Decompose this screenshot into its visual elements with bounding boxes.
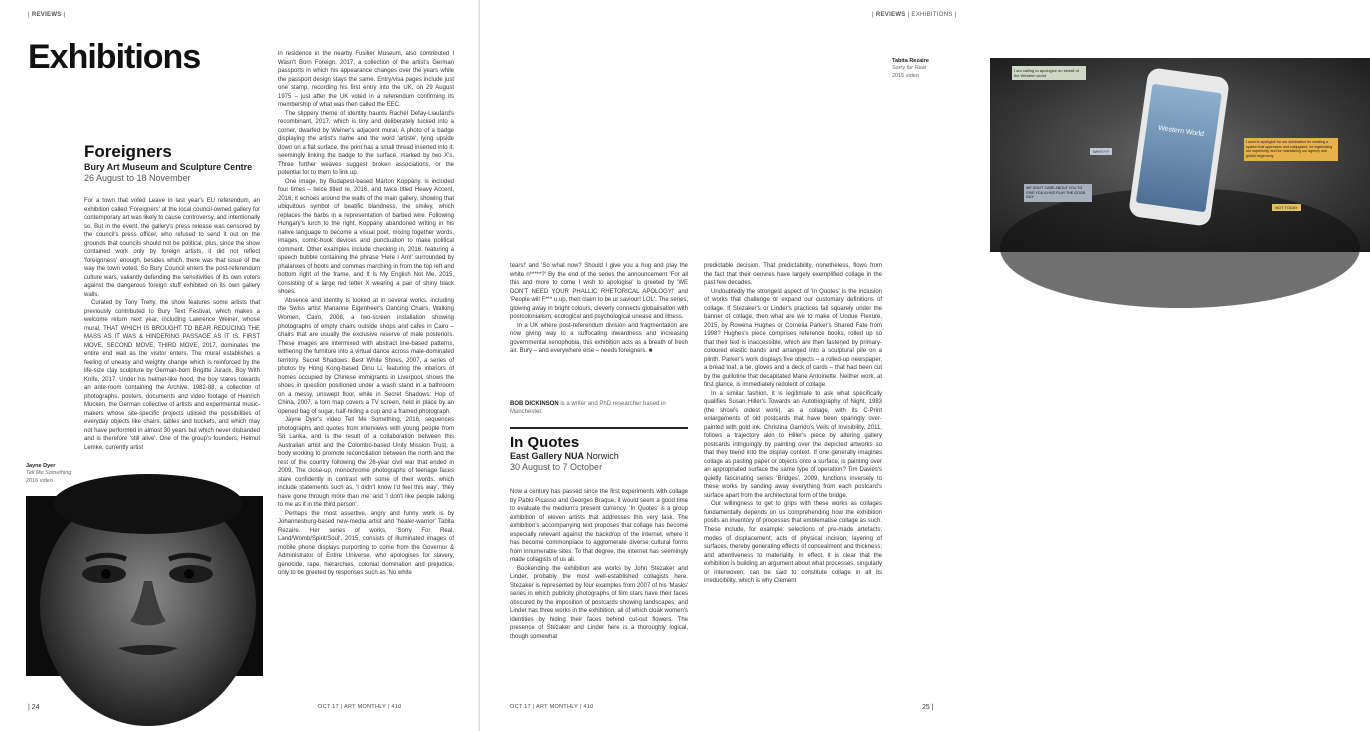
phone-bubble-top-left: I am calling to apologize on behalf of the Western world: [1012, 66, 1086, 80]
review2-column-1: [510, 488, 688, 706]
author-name: BOB DICKINSON: [510, 401, 559, 407]
paragraph: Undoubtedly the strongest aspect of 'In Quotes' is the inclusion of works that challenge or expand our customary definitions of collage. If Stezaker's or Linder's practices fall squarely under the banner of collage, then what are we to make of Undue Flexure, 2015, by Rowena Hughes or Cornelia Parker's Shared Fate from 1998? Hughes's piece comprises reference books, rolled up so that their text is inaccessible, which are then fastened by primary-coloured elastic bands and arranged into a sculptural pile on a plinth. Parker's work displays five objects – a rolled-up newspaper, a bread loaf, a tie, gloves and a deck of cards – that had been cut by the guillotine that decapitated Marie Antoinette. Neither work, at first glance, is immediately redolent of collage.: [704, 288, 882, 389]
caption-phone: [892, 58, 948, 80]
caption-phone-meta: 2015 video: [892, 72, 919, 79]
paragraph: predictable decision. That predictability, nonetheless, flows from the fact that their oeuvres have largely exemplified collage in the past few decades.: [704, 263, 882, 287]
paragraph: in residence in the nearby Fusilier Museum, also contributed I Wasn't Born Foreign, 2017, a collection of the artist's German passports in which his appearance changes over the years while the passport design stays the same. Entry/visa pages include just one stamp, recording his first entry into the UK, on 29 August 1975 – just after the UK voted in a referendum confirming its membership of what was then called the EEC.: [278, 51, 454, 109]
paragraph: tears!' and 'So what now? Should I give you a hug and play the white n*****?' By the end of the series the announcement 'For all this and more to come I wish to apologise' is greeted by 'WE DON'T NEED YOUR PHALLIC RHETORICAL APOLOGY!' and 'People will F*** u up, then claim to be ur saviour! LOL'. The series, glowing away in bright colours, cleverly connects globalisation with postcolonialism, ecological and psychological unease and illness.: [510, 263, 688, 321]
caption-face-artist: Jayne Dyer: [26, 463, 56, 469]
magazine-footer-right: OCT 17 | ART MONTHLY | 410: [510, 704, 594, 710]
phone-screen-title: Western World: [1157, 124, 1205, 139]
paragraph: Our willingness to get to grips with these works as collages fundamentally depends on us comprehending how the exhibition posits an inventory of processes that emblematise collage as such. These include, for example: selections of pre-made artefacts; modes of displacement; acts of physical incision; layering of surfaces, thereby generating effects of concealment and thickness; and attentiveness to materiality. In effect, it is clear that the exhibition is building an argument about what processes, singularly or interwoven, can be said to constitute collage in all its irreducibility, which is why Clement: [704, 501, 882, 585]
paragraph: Now a century has passed since the first experiments with collage by Pablo Picasso and Georges Braque, it would seem a good time to evaluate the medium's present currency. 'In Quotes' is a group exhibition of eleven artists that addresses this very task. The exhibition's accompanying text proposes that collage has become especially relevant against the backdrop of the internet, where it has become commonplace to agglomerate diverse cultural forms from innumerable sites. To that degree, the internet has seemingly made collagists of us all.: [510, 489, 688, 564]
caption-face: [26, 463, 78, 485]
phone-tag-why: WHY???: [1090, 148, 1112, 155]
review2-heading: In Quotes: [510, 434, 580, 451]
caption-phone-title: Sorry for Real: [892, 65, 926, 72]
caption-face-meta: 2016 video: [26, 477, 53, 484]
page-title: Exhibitions: [28, 38, 201, 76]
review2-header: [510, 434, 688, 472]
running-head-left: | REVIEWS |: [28, 12, 66, 18]
paragraph: Perhaps the most assertive, angry and funny work is by Johannesburg-based new-media artist and 'healer-warrior' Tabita Rezaire. Her series of works, 'Sorry For Real, Land/Womb/Spirit/Soul', 2015, consists of illuminated images of mobile phone displays purporting to come from the Governor & Administrator of Entire Universe, who apologises for slavery, genocide, rape, hierarchies, colonial domination and prejudice, only to be greeted by responses such as 'No white: [278, 510, 454, 577]
phone-bubble-right: I want to apologize for our domination for creating a system that oppresses and subjugates, for legitimizing our superiority, and for maintaining our agency and global hegemony: [1244, 138, 1338, 161]
paragraph: Curated by Tony Trehy, the show features some artists that previously contributed to Bury Text Festival, which makes a welcome return next year, including Lawrence Weiner, whose mural, THAT WHICH IS BROUGHT TO BEAR REDUCING THE MASS AS IT WAS & HINDERING PASSAGE AS IT IS, FIRST MOVE, SECOND MOVE, THIRD MOVE, 2017, dominates the entire end wall as the visitor enters. The mural establishes a feeling of uneasy and weighty change which is reinforced by the life-size clay sculpture by German-born Brigitte Jurack, Boy With Knife, 2017. Under his helmet-like hood, the boy stares towards an ante-room containing the Archive, 1982-88, a collection of photographs, posters, documents and video footage of Heinrich Mucken, the German collective of artists and experimental music-makers whose site-specific projects utilised the possibilities of everyday objects like chairs, tables and buckets, and which may not have performed in almost 30 years but which never disbanded and is therefore 'still alive'. One of the group's founders, Helmut Lemke, currently artist: [84, 300, 260, 451]
portrait-photo: [26, 496, 263, 676]
right-page: [480, 0, 1333, 731]
review1-dates: 26 August to 18 November: [84, 173, 191, 183]
review1-heading: Foreigners: [84, 142, 172, 161]
paragraph: Bookending the exhibition are works by John Stezaker and Linder, probably the most well-established collagists here. Stezaker is represented by four examples from 2007 of his 'Masks' series in which publicity photographs of film stars have their faces obscured by the imposition of postcards showing landscapes; and Linder has three works in the exhibition, all of which cloak women's identities by hiding their faces behind cut-out flowers. The presence of Stezaker and Linder here is a thoroughly logical, though somewhat: [510, 565, 688, 640]
caption-phone-artist: Tabita Rezaire: [892, 58, 929, 64]
review2-venue-city: Norwich: [586, 451, 619, 461]
phone-bubble-bottom-left: WE DON'T CARE ABOUT YOU TO GIVE YOU A HUG PLAY THE GOOD GUY: [1024, 184, 1092, 202]
paragraph: Jayne Dyer's video Tell Me Something, 2016, sequences photographs and quotes from interviews with young people from Sri Lanka, and is the result of a collaboration between this Australian artist and the Colombo-based Unity Mission Trust, a body working to promote reconciliation between the north and the rest of the country following the 26-year civil war that ended in 2009. The close-up, monochrome photographs of teenage faces stare confidently in contrast with some of their words, which include statements such as, 'I didn't know I'd feel this way', 'they have gone through more than me' and 'I don't like people talking to me as if in the third person'.: [278, 417, 454, 509]
section-divider: [510, 427, 688, 429]
paragraph: The slippery theme of identity haunts Rachel Defay-Liautard's recombinant, 2017, which is tiny and deliberately tucked into a corner, dwarfed by Weiner's adjacent mural. A photo of a badge displaying the artist's name and the word 'artiste', lying upside down on a flat surface, the print has a small thread inserted into it, seemingly linking the badge to the surface, marked by two X's. Three further weaves suggest broken associations, or the potential for to them to link up.: [278, 110, 454, 177]
author-bio-text: is a writer and PhD researcher based in Manchester.: [510, 401, 666, 416]
paragraph: For a town that voted Leave in last year's EU referendum, an exhibition called 'Foreigners' at the local council-owned gallery for contemporary art was likely to cause controversy, and intentionally so. But in the event, the gallery's press release was censored by the council's press officer, who refused to send it out on the grounds that councils should not be political, plus, since the show contained work only by foreign artists, it did not reflect 'foreignness' enough, besides which, there was that issue of the way the town voted. So Bury Council enters the post-referendum culture wars, valiantly defending the sensitivities of its own voters against the dangerous foreign stuff exhibited on its own gallery walls.: [84, 198, 260, 298]
paragraph: In a similar fashion, it is legitimate to ask what specifically qualifies Susan Hiller's Towards an Autobiography of Night, 1983 (the show's oldest work), as a collage, with its C-Print enlargements of old postcards that have been sparingly over-painted with gold ink. Christina Garrido's Veils of Invisibility, 2011, follows a trajectory akin to Hiller's piece by altering gallery postcards intriguingly by painting over the depicted artworks so that they blend into the display context. If one generally imagines collage as pasting paper or objects onto a surface, is painting over an appropriated surface the same type of operation? Tim Davies's quietly fascinating series 'Bridges', 2009, functions inversely to these works by sanding away everything from each postcard's surface apart from the architectural form of the bridge.: [704, 390, 882, 499]
review1-column-2: [278, 50, 454, 710]
caption-face-title: Tell Me Something: [26, 470, 72, 477]
page-number-left: | 24: [28, 704, 40, 711]
page-number-right: 25 |: [922, 704, 934, 711]
author-bio: [510, 400, 680, 417]
review2-venue: [510, 451, 688, 461]
review1-header: [84, 142, 264, 183]
review1-column-1: [84, 197, 260, 487]
paragraph: In a UK where post-referendum division and fragmentation are now giving way to a suffocating inwardness and increasing governmental xenophobia, this exhibition acts as a breath of fresh air. Bury – and everywhere else – needs foreigners. ■: [510, 322, 688, 355]
running-head-right: | REVIEWS | EXHIBITIONS |: [872, 12, 957, 18]
left-page: [0, 0, 480, 731]
magazine-footer-left: OCT 17 | ART MONTHLY | 410: [318, 704, 402, 710]
review2-dates: 30 August to 7 October: [510, 462, 603, 472]
review1-venue: Bury Art Museum and Sculpture Centre: [84, 162, 253, 172]
paragraph: One image, by Budapest-based Márton Koppány, is included four times – twice titled re, 2016, and twice titled Heavy Accent, 2016, it echoes around the walls of the main gallery, showing that ubiquitous symbol of beatific blandness, the smiley, which replaces the barbs in a representation of barbed wire. Following Hungary's lurch to the right, Koppány abandoned writing in his native language to become a visual poet, mixing together words, images, comic-book devices and punctuation to make political comment. Other examples include checking in, 2016, featuring a speech bubble containing the phrase 'Here I Am!' surrounded by phalanxes of boots and commas marching in from the top left and bottom right of the frame, and It is My English Not Me, 2015, consisting of a large red letter X wearing a pair of shiny black shoes.: [278, 178, 454, 296]
phone-tag-today: NOT TODAY: [1272, 204, 1301, 211]
paragraph: Absence and identity is looked at in several works, including the Swiss artist Marianne Eigenheer's Dancing Chairs, Walking Women, Cairo, 2008, a two-screen installation showing photographs of empty chairs outside shops and cafes in Cairo – chairs that are usually the exclusive reserve of male posteriors. These images are intermixed with abstract line-based patterns, withering the furniture into a virtual dance across male-dominated territory. Secret Shadows: Best White Shoes, 2007, a series of photos by Hong Kong-based Dinu Li, featuring the interiors of homes occupied by Chinese immigrants in Liverpool, shows the shoes in question positioned under a wash stand in a bathroom on a messy, unswept floor, while in Secret Shadows: Hop of China, 2007, a torn map covers a TV screen, held in place by an opened bag of sugar, half-hiding a cup and a framed photograph.: [278, 297, 454, 415]
review2-venue-name: East Gallery NUA: [510, 451, 584, 461]
review2-column-2: [704, 262, 882, 708]
review1-column-3: [510, 262, 688, 392]
phone-artwork-photo: [990, 58, 1370, 252]
